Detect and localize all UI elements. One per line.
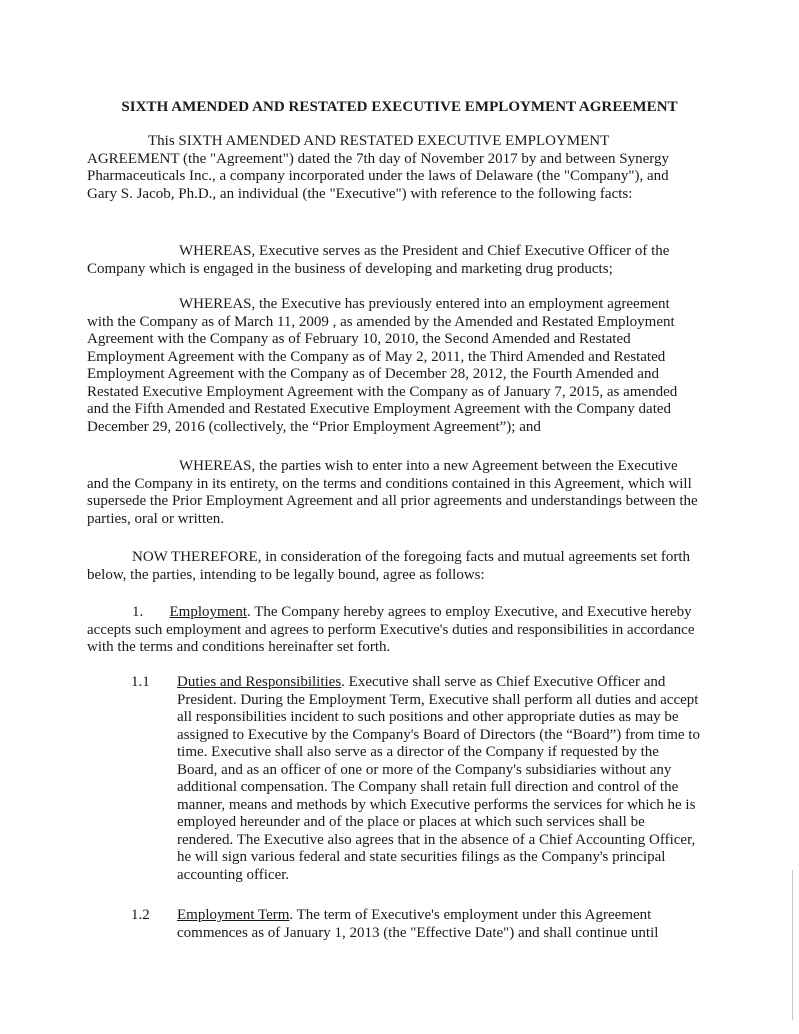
section-1-2-body [177,907,703,942]
section-1-1-text: . Executive shall serve as Chief Executive Officer and President. During the Employment Term, Executive shall perform all duties and accept all responsibilities incident to such positions and other appropriate duties as may be assigned to Executive by the Company's Board of Directors (the “Board”) from time to time. Executive shall also serve as a director of the Company if requested by the Board, and as an officer of one or more of the Company's subsidiaries without any additional compensation. The Company shall retain full direction and control of the manner, means and methods by which Executive performs the services for which he is employed hereunder and of the place or places at which such services shall be rendered. The Executive also agrees that in the absence of a Chief Accounting Officer, he will sign various federal and state securities filings as the Company's principal accounting officer. [177,674,700,883]
section-1-2 [131,907,703,942]
scan-edge-mark [792,870,793,1020]
whereas-paragraph-2: WHEREAS, the Executive has previously entered into an employment agreement with the Company as of March 11, 2009 , as amended by the Amended and Restated Employment Agreement with the Company as of February 10, 2010, the Second Amended and Restated Employment Agreement with the Company as of May 2, 2011, the Third Amended and Restated Employment Agreement with the Company as of December 28, 2012, the Fourth Amended and Restated Executive Employment Agreement with the Company as of January 7, 2015, as amended and the Fifth Amended and Restated Executive Employment Agreement with the Company dated December 29, 2016 (collectively, the “Prior Employment Agreement”); and [87,296,678,435]
section-1-1-body [177,674,703,884]
now-therefore-paragraph: NOW THEREFORE, in consideration of the foregoing facts and mutual agreements set forth below, the parties, intending to be legally bound, agree as follows: [87,549,691,583]
section-1-number: 1. [132,604,144,620]
whereas-paragraph-1: WHEREAS, Executive serves as the President and Chief Executive Officer of the Company which is engaged in the business of developing and marketing drug products; [87,243,670,277]
intro-paragraph: This SIXTH AMENDED AND RESTATED EXECUTIVE EMPLOYMENT AGREEMENT (the "Agreement") dated the 7th day of November 2017 by and between Synergy Pharmaceuticals Inc., a company incorporated under the laws of Delaware (the "Company"), and Gary S. Jacob, Ph.D., an individual (the "Executive") with reference to the following facts: [87,133,669,202]
section-1-text: . The Company hereby agrees to employ Executive, and Executive hereby accepts such employment and agrees to perform Executive's duties and responsibilities in accordance with the terms and conditions hereinafter set forth. [87,604,695,655]
section-1-1-number: 1.1 [131,674,150,690]
section-1-2-number: 1.2 [131,907,150,923]
section-1-2-text: . The term of Executive's employment under this Agreement commences as of January 1, 2013 (the "Effective Date") and shall continue until [177,907,659,941]
section-1-1 [131,674,703,884]
whereas-paragraph-3: WHEREAS, the parties wish to enter into a new Agreement between the Executive and the Company in its entirety, on the terms and conditions contained in this Agreement, which will supersede the Prior Employment Agreement and all prior agreements and understandings between the parties, oral or written. [87,458,698,527]
document-title: SIXTH AMENDED AND RESTATED EXECUTIVE EMPLOYMENT AGREEMENT [121,99,678,115]
section-1-heading: Employment [169,604,247,620]
section-1-2-heading: Employment Term [177,907,290,923]
section-1-1-heading: Duties and Responsibilities [177,674,342,690]
section-1-paragraph [87,604,699,657]
